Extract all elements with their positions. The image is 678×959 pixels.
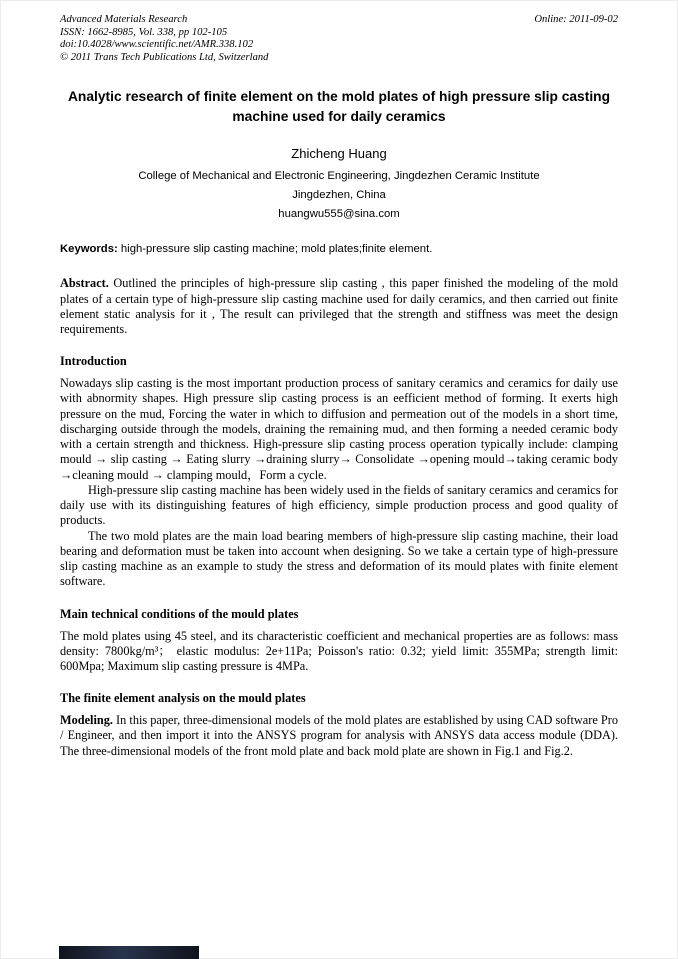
author-name: Zhicheng Huang bbox=[291, 145, 387, 161]
paragraph-technical-conditions: The mold plates using 45 steel, and its characteristic coefficient and mechanical properties are as follows: mass density: 7800kg/m³； elastic modulus: 2e+11Pa; Poisson's ratio: 0.32; yield limit: 355MPa; strength limit: 600Mpa; Maximum slip casting pressure is 4MPa. bbox=[60, 628, 618, 673]
affiliation: College of Mechanical and Electronic Engineering, Jingdezhen Ceramic Institute bbox=[138, 169, 540, 182]
abstract-text: Outlined the principles of high-pressure slip casting , this paper finished the modeling of the mold plates of a certain type of high-pressure slip casting machine used for daily ceramics, and then carried out finite element static analysis for it , The result can privileged that the strength and stiffness was meet the design requirements. bbox=[60, 276, 618, 336]
keywords-line bbox=[60, 242, 618, 257]
keywords-text: high-pressure slip casting machine; mold plates;finite element. bbox=[117, 242, 433, 255]
paragraph-intro-1: Nowadays slip casting is the most important production process of sanitary ceramics and ceramics for daily use with abnormity shapes. High pressure slip casting process is an eefficient method of forming. It exerts high pressure on the mud, Forcing the water in which to diffusion and permeation out of the models in a short time, discharging outside through the models, draining the remaining mud, and then forming a needed ceramic body with a certain strength and thickness. High-pressure slip casting process operation typically include: clamping mould → slip casting → Eating slurry →draining slurry→ Consolidate →opening mould→taking ceramic body →cleaning mould → clamping mould，Form a cycle. bbox=[60, 376, 618, 482]
online-date: Online: 2011-09-02 bbox=[534, 14, 618, 25]
journal-info bbox=[60, 14, 268, 65]
section-heading-introduction: Introduction bbox=[60, 354, 127, 369]
paragraph-intro-3: The two mold plates are the main load bearing members of high-pressure slip casting machine, their load bearing and deformation must be taken into account when designing. So we take a certain type of high-pressure slip casting machine as an example to study the stress and deformation of its mould plates with finite element software. bbox=[60, 528, 618, 589]
affiliation-city: Jingdezhen, China bbox=[292, 188, 386, 201]
section-heading-technical-conditions: Main technical conditions of the mould plates bbox=[60, 606, 299, 621]
keywords-label: Keywords: bbox=[60, 242, 118, 255]
modeling-label: Modeling. bbox=[60, 713, 113, 728]
figure-1-partial-image bbox=[59, 946, 199, 959]
paragraph-intro-2: High-pressure slip casting machine has been widely used in the fields of sanitary ceramics and ceramics for daily use with its distinguishing features of high efficiency, simple production process and good quality of products. bbox=[60, 482, 618, 528]
journal-copyright: © 2011 Trans Tech Publications Ltd, Switzerland bbox=[60, 52, 269, 64]
journal-header bbox=[60, 14, 618, 65]
paper-title: Analytic research of finite element on the mold plates of high pressure slip casting machine used for daily ceramics bbox=[67, 88, 611, 125]
abstract-paragraph bbox=[60, 276, 618, 337]
section-heading-finite-element-analysis: The finite element analysis on the mould plates bbox=[60, 691, 306, 706]
paper-body bbox=[60, 354, 618, 759]
paragraph-modeling bbox=[60, 713, 618, 759]
journal-name: Advanced Materials Research bbox=[60, 14, 188, 25]
abstract-label: Abstract. bbox=[60, 276, 109, 291]
modeling-text: In this paper, three-dimensional models of the mold plates are established by using CAD software Pro / Engineer, and then import it into the ANSYS program for analysis with ANSYS data access module (DDA). The three-dimensional models of the front mold plate and back mold plate are shown in Fig.1 and Fig.2. bbox=[60, 713, 618, 758]
journal-doi: doi:10.4028/www.scientific.net/AMR.338.102 bbox=[60, 39, 254, 51]
journal-issn-volume: ISSN: 1662-8985, Vol. 338, pp 102-105 bbox=[60, 26, 228, 38]
author-email: huangwu555@sina.com bbox=[278, 207, 400, 220]
